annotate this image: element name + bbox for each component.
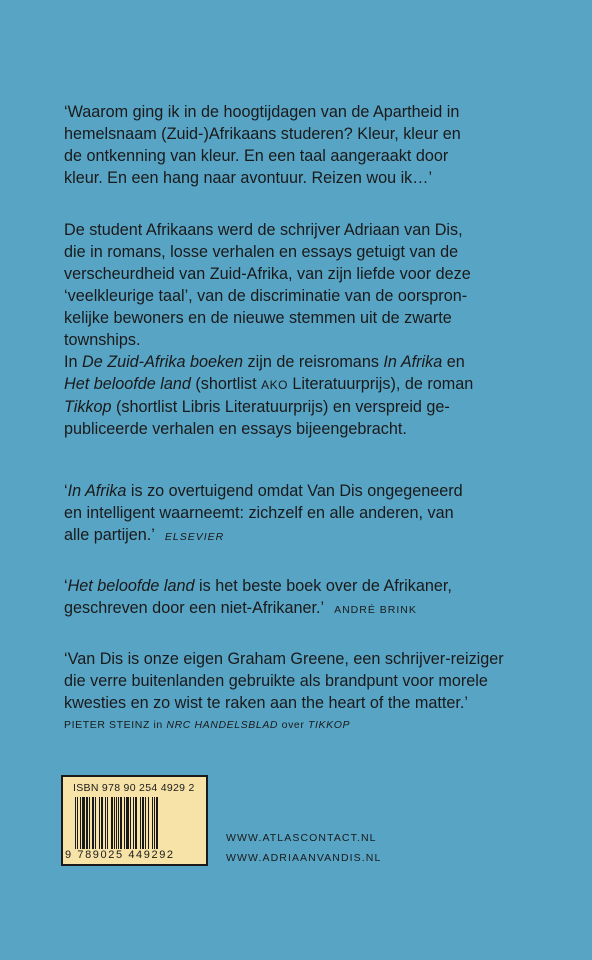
text-line: kelijke bewoners en de nieuwe stemmen uit de zwarte [64,309,452,327]
text-line: verscheurdheid van Zuid-Afrika, van zijn liefde voor deze [64,265,471,283]
text-line: townships. [64,331,141,349]
barcode-bar [118,797,119,849]
text-line: kwesties en zo wist te raken aan the heart of the matter.’ [64,694,468,712]
intro-quote [64,101,544,189]
barcode-bar [140,797,141,849]
text-line: geschreven door een niet-Afrikaner.’ ANDRÉ BRINK [64,599,417,617]
quote-source: ELSEVIER [164,531,225,543]
text-line: die in romans, losse verhalen en essays getuigt van de [64,243,459,261]
barcode-bar [148,797,149,849]
barcode-bar [92,797,94,849]
barcode-bar [135,797,137,849]
title-italic: Het beloofde land [64,375,191,393]
text-line: hemelsnaam (Zuid-)Afrikaans studeren? Kleur, kleur en [64,125,461,143]
author-url[interactable]: WWW.ADRIAANVANDIS.NL [226,852,382,864]
review-quote-2 [64,575,544,621]
blurb-paragraph [64,219,544,440]
text-line: de ontkenning van kleur. En een taal aangeraakt door [64,147,449,165]
title-italic: In Afrika [383,353,443,371]
barcode-bar [75,797,76,849]
barcode-bar [114,797,115,849]
barcode-bar [124,797,125,849]
publisher-url[interactable]: WWW.ATLASCONTACT.NL [226,832,377,844]
barcode-bar [154,797,155,849]
barcode-digits: 9 789025 449292 [65,849,175,861]
barcode-bar [80,797,81,849]
barcode-bar [107,797,108,849]
barcode-bar [89,797,90,849]
barcode-bar [152,797,153,849]
barcode-bar [82,797,85,849]
text-line: kleur. En een hang naar avontuur. Reizen wou ik…’ [64,169,433,187]
barcode-bars [75,797,196,849]
text-line: Tikkop (shortlist Libris Literatuurprijs) en verspreid ge- [64,398,450,416]
title-italic: Het beloofde land [67,577,195,595]
barcode-bar [111,797,113,849]
text-line: ‘In Afrika is zo overtuigend omdat Van Dis ongegeneerd [64,482,463,500]
quote-source: PIETER STEINZ in NRC HANDELSBLAD over TIKKOP [64,719,351,731]
barcode [61,775,208,866]
isbn-label: ISBN 978 90 254 4929 2 [73,782,195,794]
text-line: ‘veelkleurige taal’, van de discriminatie van de oorspron- [64,287,468,305]
review-quote-1 [64,480,544,548]
barcode-bar [99,797,100,849]
barcode-bar [105,797,106,849]
barcode-bar [156,797,158,849]
barcode-bar [130,797,131,849]
quote-source: ANDRÉ BRINK [334,604,417,616]
text-line: ‘Van Dis is onze eigen Graham Greene, een schrijver-reiziger [64,650,504,668]
barcode-bar [145,797,146,849]
text-line: publiceerde verhalen en essays bijeengebracht. [64,420,407,438]
barcode-bar [95,797,96,849]
barcode-bar [120,797,122,849]
barcode-bar [116,797,117,849]
text-line: In De Zuid-Afrika boeken zijn de reisromans In Afrika en [64,353,465,371]
text-line: ‘Het beloofde land is het beste boek over de Afrikaner, [64,577,452,595]
barcode-bar [126,797,129,849]
barcode-bar [133,797,134,849]
barcode-bar [142,797,144,849]
text-line: die verre buitenlanden gebruikte als brandpunt voor morele [64,672,488,690]
small-caps: AKO [261,378,288,392]
title-italic: De Zuid-Afrika boeken [82,353,244,371]
barcode-bar [86,797,88,849]
barcode-bar [77,797,78,849]
title-italic: Tikkop [64,398,112,416]
review-quote-3 [64,648,544,736]
text-line: alle partijen.’ ELSEVIER [64,526,225,544]
text-line: ‘Waarom ging ik in de hoogtijdagen van de Apartheid in [64,103,460,121]
text-line: Het beloofde land (shortlist AKO Literatuurprijs), de roman [64,375,474,393]
text-line: en intelligent waarneemt: zichzelf en alle anderen, van [64,504,454,522]
title-italic: In Afrika [67,482,127,500]
text-line: De student Afrikaans werd de schrijver Adriaan van Dis, [64,221,463,239]
barcode-bar [101,797,103,849]
